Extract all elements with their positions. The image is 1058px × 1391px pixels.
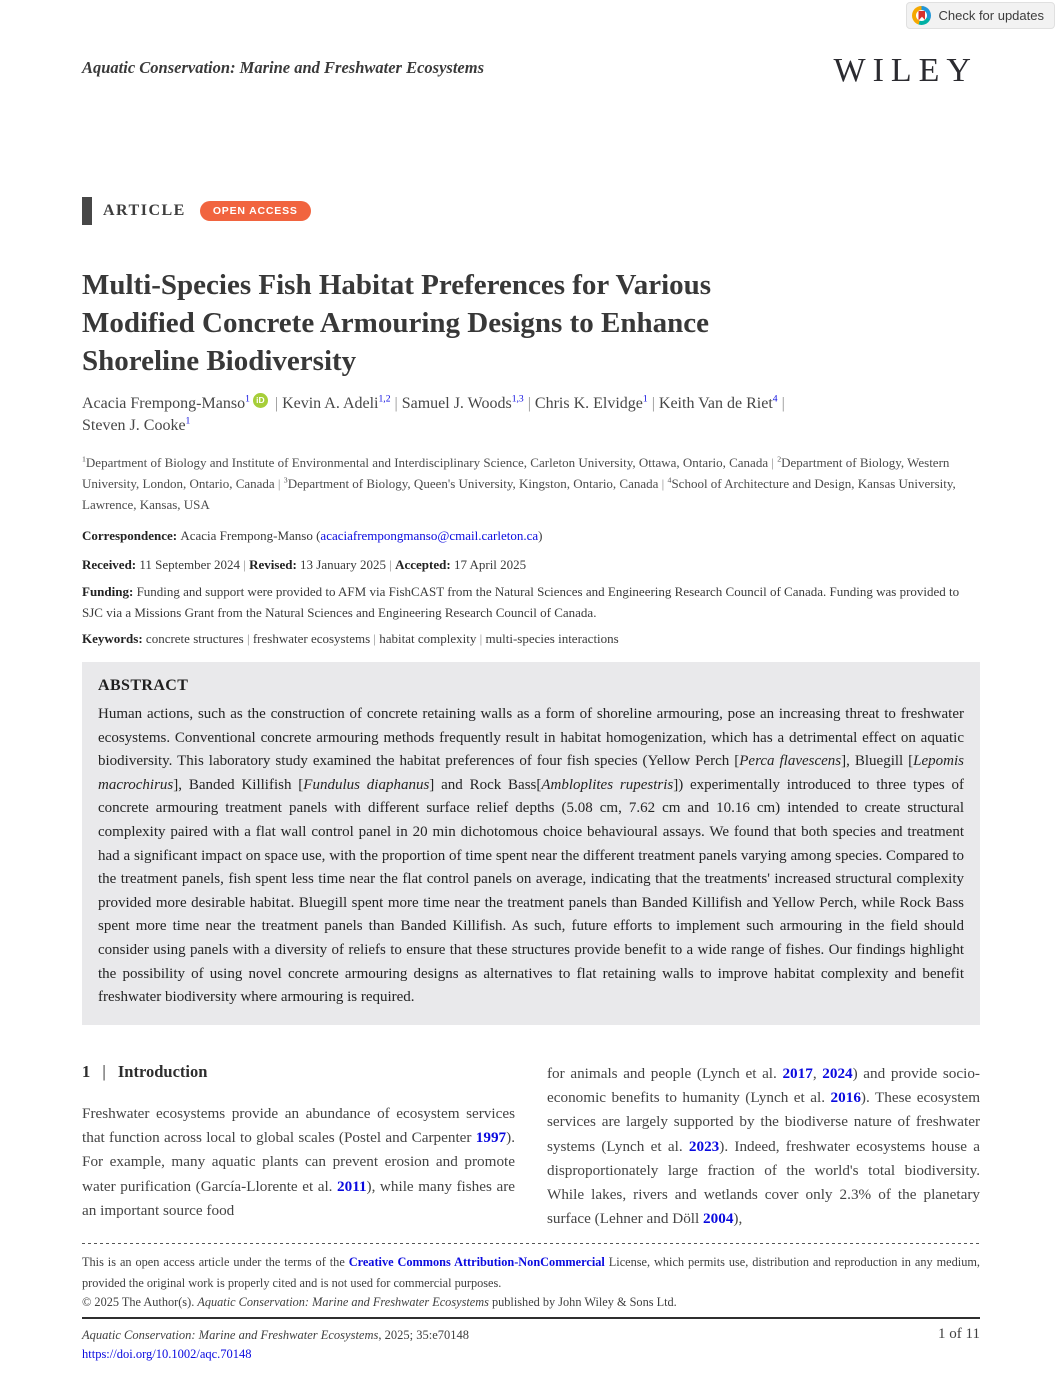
citation-link[interactable]: 2017 <box>782 1065 813 1082</box>
page-number: 1 of 11 <box>938 1326 980 1342</box>
author-names: | Kevin A. Adeli$^{1,2}$ | Samuel J. Woods$^{1,3}$ | Chris K. Elvidge$^1$ | Keith Van de Riet$^4$ | <box>270 393 785 412</box>
intro-paragraph-right: for animals and people (Lynch et al. 2017, 2024) and provide socio-economic benefits to humanity (Lynch et al. 2016). These ecosystem services are largely supported by the biodiverse nature of freshwater systems (Lynch et al. 2023). Indeed, freshwater ecosystems house a disproportionately large fraction of the world's total biodiversity. While lakes, rivers and wetlands cover only 2.3% of the planetary surface (Lehner and Döll 2004), <box>547 1065 981 1228</box>
author-name: Steven J. Cooke$^1$ <box>82 415 191 434</box>
citation-link[interactable]: 2004 <box>703 1210 734 1228</box>
article-title-line: Shoreline Biodiversity <box>82 345 357 377</box>
introduction-section <box>82 1062 980 1231</box>
check-for-updates-label: Check for updates <box>938 8 1044 23</box>
funding-note: Funding: Funding and support were provided to AFM via FishCAST from the Natural Sciences and Engineering Research Council of Canada. Funding was provided to SJC via a Missions Grant from the Natural Sciences and Engineering Research Council of Canada. <box>82 584 960 620</box>
intro-column-left <box>82 1062 515 1231</box>
citation-link[interactable]: 2024 <box>822 1065 853 1082</box>
article-type-label: ARTICLE <box>103 202 186 219</box>
section-separator: | <box>102 1062 106 1081</box>
article-title <box>82 266 942 380</box>
affiliation-ref[interactable]: 1 <box>245 393 250 405</box>
citation-link[interactable]: 2016 <box>830 1089 861 1107</box>
affiliation-ref[interactable]: 1 <box>642 393 648 405</box>
license-link[interactable]: Creative Commons Attribution-NonCommercial <box>348 1255 605 1269</box>
wiley-logo: WILEY <box>833 52 978 89</box>
crossmark-icon <box>912 6 931 25</box>
abstract-text: Human actions, such as the construction of concrete retaining walls as a form of shoreline armouring, pose an increasing threat to freshwater ecosystems. Conventional concrete armouring methods frequently result in habitat homogenization, which has a detrimental effect on aquatic biodiversity. This laboratory study examined the habitat preferences of four fish species (Yellow Perch [Perca flavescens], Bluegill [Lepomis macrochirus], Banded Killifish [Fundulus diaphanus] and Rock Bass[Ambloplites rupestris]) experimentally introduced to three types of concrete armouring treatment panels with different surface relief depths (5.08 cm, 7.62 cm and 10.16 cm) intended to create structural complexity paired with a flat wall control panel in 20 min dichotomous choice behavioural assays. We found that both species and treatment had a significant impact on space use, with the proportion of time spent near the different treatment panels varying among species. Compared to the treatment panels, fish spent less time near the flat control panels on average, indicating that the treatments' increased structural complexity provided more desirable habitat. Bluegill spent more time near the treatment panels than Banded Killifish and Yellow Perch, while Rock Bass spent more time near the treatment panels than Banded Killifish. As such, future efforts to implement such armouring in the field should consider using panels with a diversity of reliefs to ensure that these structures provide benefit to a wide range of fishes. Our findings highlight the possibility of using novel concrete armouring designs as alternatives to flat retaining walls to improve habitat complexity and benefit freshwater biodiversity where armouring is required. <box>98 706 965 1006</box>
citation-link[interactable]: 2011 <box>337 1177 367 1195</box>
footer-left <box>82 1326 469 1364</box>
footnote-divider <box>82 1243 980 1244</box>
section-heading <box>82 1062 515 1082</box>
intro-column-right <box>547 1062 980 1231</box>
section-title: Introduction <box>117 1062 208 1081</box>
footer-citation: Aquatic Conservation: Marine and Freshwater Ecosystems, 2025; 35:e70148 <box>82 1328 469 1342</box>
doi-link[interactable]: https://doi.org/10.1002/aqc.70148 <box>82 1347 252 1361</box>
history-line: Received: 11 September 2024 | Revised: 13 January 2025 | Accepted: 17 April 2025 <box>82 557 527 572</box>
copyright-line: © 2025 The Author(s). Aquatic Conservation: Marine and Freshwater Ecosystems published by John Wiley & Sons Ltd. <box>82 1295 677 1309</box>
intro-paragraph-left: Freshwater ecosystems provide an abundance of ecosystem services that function across local to global scales (Postel and Carpenter 1997). For example, many aquatic plants can prevent erosion and promote water purification (García-Llorente et al. 2011), while many fishes are an important source food <box>82 1105 515 1219</box>
article-type-bar <box>82 197 311 225</box>
author-name: Acacia Frempong-Manso$^1$ <box>82 393 250 412</box>
check-for-updates-button[interactable] <box>906 2 1055 29</box>
citation-link[interactable]: 2023 <box>688 1137 720 1155</box>
open-access-badge: OPEN ACCESS <box>200 201 311 221</box>
author-list <box>82 393 942 437</box>
affiliation-ref[interactable]: 4 <box>772 393 778 405</box>
citation-link[interactable]: 1997 <box>475 1129 507 1147</box>
footer <box>82 1326 980 1364</box>
affiliation-ref[interactable]: 1 <box>185 415 191 427</box>
affiliations: $^1$Department of Biology and Institute of Environmental and Interdisciplinary Science, Carleton University, Ottawa, Ontario, Canada | $^2$Department of Biology, Western University, London, Ontario, Canada | $^3$Department of Biology, Queen's University, Kingston, Ontario, Canada | $^4$School of Architecture and Design, Kansas University, Lawrence, Kansas, USA <box>82 454 956 512</box>
affiliation-ref[interactable]: 1,2 <box>378 393 391 405</box>
orcid-icon[interactable]: iD <box>253 393 268 408</box>
article-title-line: Multi-Species Fish Habitat Preferences for Various <box>82 269 712 301</box>
article-type-marker <box>82 197 92 225</box>
footer-rule <box>82 1317 980 1319</box>
email-link[interactable]: acaciafrempongmanso@cmail.carleton.ca <box>320 528 539 543</box>
keywords-line: Keywords: concrete structures | freshwater ecosystems | habitat complexity | multi-species interactions <box>82 631 619 646</box>
abstract-section <box>82 662 980 1025</box>
affiliation-ref[interactable]: 1,3 <box>511 393 524 405</box>
section-number: 1 <box>82 1062 91 1081</box>
license-note: This is an open access article under the terms of the Creative Commons Attribution-NonCommercial License, which permits use, distribution and reproduction in any medium, provided the original work is properly cited and is not used for commercial purposes. <box>82 1255 980 1290</box>
abstract-heading: ABSTRACT <box>98 677 189 694</box>
correspondence-line: Correspondence: Acacia Frempong-Manso (acaciafrempongmanso@cmail.carleton.ca) <box>82 528 543 543</box>
journal-name: Aquatic Conservation: Marine and Freshwater Ecosystems <box>82 58 485 77</box>
article-title-line: Modified Concrete Armouring Designs to Enhance <box>82 307 709 339</box>
